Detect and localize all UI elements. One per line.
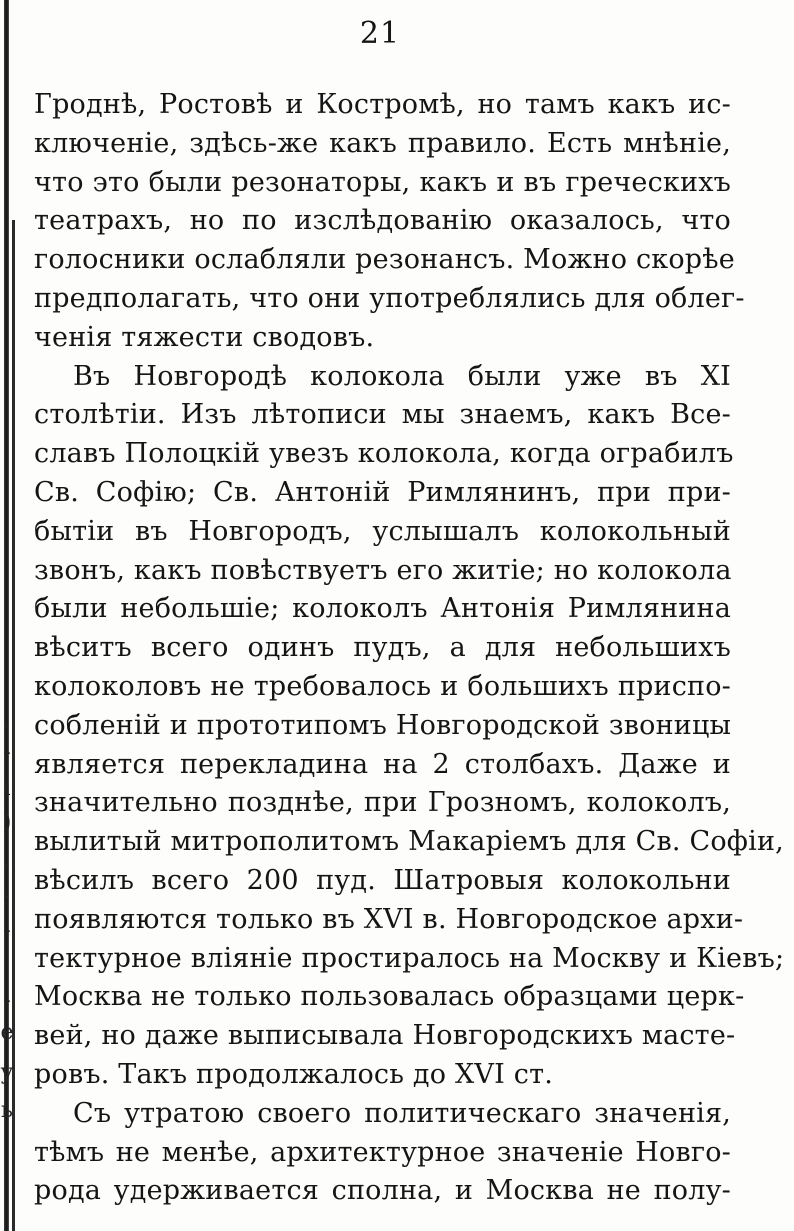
text-line: вѣситъ всего одинъ пудъ, а для небольшихъ [34,632,731,664]
text-line: тѣмъ не менѣе, архитектурное значеніе Новго- [34,1136,731,1168]
page-number: 21 [359,16,401,51]
binding-edge [4,0,9,1231]
gutter-glyph: е [0,1020,14,1045]
gutter-glyph: . [3,848,11,873]
gutter-glyph: , [3,878,11,903]
text-line: колоколовъ не требовалось и большихъ приспо- [34,670,731,702]
text-line: является перекладина на 2 столбахъ. Даже и [34,748,731,780]
text-line: бытіи въ Новгородъ, услышалъ колокольный [34,515,731,547]
text-line: Св. Софію; Св. Антоній Римлянинъ, при при- [34,476,731,508]
text-line: Москва не только пользовалась образцами церк- [34,981,745,1013]
text-line: значительно позднѣе, при Грозномъ, колоколъ, [34,787,731,819]
text-line: что это были резонаторы, какъ и въ греческихъ [34,166,731,198]
text-line: Въ Новгородѣ колокола были уже въ XI [73,360,731,392]
gutter-glyph: ı [3,776,11,801]
binding-gutter [0,0,24,1231]
gutter-glyph: ь [1,1098,13,1123]
gutter-glyph: - [3,918,11,943]
text-line: вѣсилъ всего 200 пуд. Шатровыя колокольни [34,864,731,896]
text-line: ровъ. Такъ продолжалось до XVI ст. [34,1058,554,1090]
text-line: Съ утратою своего политическаго значенія, [73,1097,731,1129]
text-line: столѣтіи. Изъ лѣтописи мы знаемъ, какъ Все- [34,399,731,431]
text-line: вей, но даже выписывала Новгородскихъ масте- [34,1020,736,1052]
text-line: были небольшіе; колоколъ Антонія Римлянина [34,593,731,625]
text-line: вылитый митрополитомъ Макаріемъ для Св. Софіи, [34,826,784,858]
text-line: тектурное вліяніе простиралось на Москву и Кіевъ; [34,942,785,974]
text-line: предполагать, что они употреблялись для облег- [34,282,745,314]
text-line: звонъ, какъ повѣствуетъ его житіе; но колокола [34,554,732,586]
text-line: ченія тяжести сводовъ. [34,321,375,353]
text-line: появляются только въ XVI в. Новгородское архи- [34,903,744,935]
gutter-glyph: - [3,740,11,765]
text-line: Гроднѣ, Ростовѣ и Костромѣ, но тамъ какъ ис- [34,89,731,120]
gutter-glyph: . [3,708,11,733]
text-line: ключеніе, здѣсь-же какъ правило. Есть мнѣніе, [34,127,731,159]
text-line: собленій и прототипомъ Новгородской звоницы [34,709,732,741]
text-line: рода удерживается сполна, и Москва не полу- [34,1175,731,1207]
gutter-glyph: у [0,1060,14,1085]
gutter-glyph: ) [2,810,12,835]
text-line: театрахъ, но по изслѣдованію оказалось, что [34,205,731,237]
text-body [34,86,785,1211]
text-line: голосники ослабляли резонансъ. Можно скорѣе [34,244,735,276]
text-line: славъ Полоцкій увезъ колокола, когда ограбилъ [34,438,734,470]
gutter-glyph: - [3,988,11,1013]
